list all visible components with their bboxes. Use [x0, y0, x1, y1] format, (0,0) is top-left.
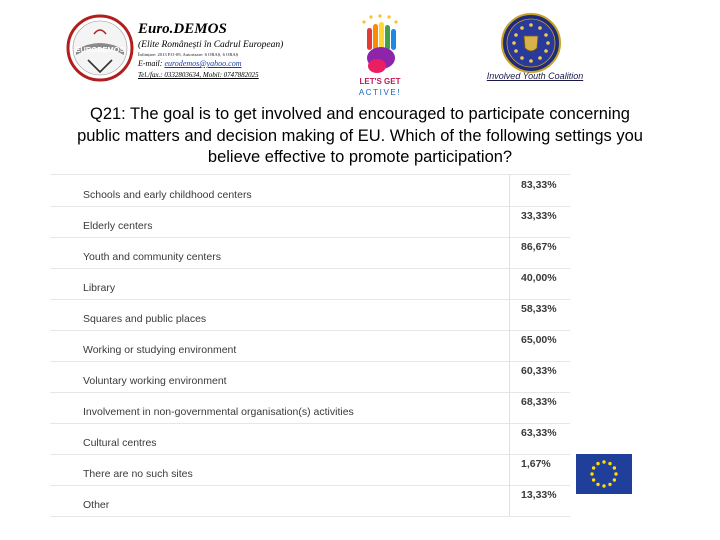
question-line-2: public matters and decision making of EU. Which of the following settings you — [77, 126, 643, 145]
table-row — [50, 454, 570, 486]
involved-youth-coalition-logo — [500, 12, 562, 74]
active-text: ACTIVE! — [358, 88, 402, 97]
star-icon — [362, 14, 397, 23]
row-label: Youth and community centers — [83, 251, 221, 263]
eu-star-icon — [592, 466, 595, 469]
table-row — [50, 268, 570, 300]
email-link[interactable]: eurodemos@yahoo.com — [164, 59, 242, 68]
column-divider — [509, 299, 510, 330]
organization-info — [138, 20, 348, 81]
eu-star-icon — [596, 462, 599, 465]
column-divider — [509, 237, 510, 268]
question-text — [20, 104, 700, 169]
table-row — [50, 330, 570, 362]
table-row — [50, 392, 570, 424]
lets-get-active-logo — [355, 14, 405, 102]
column-divider — [509, 330, 510, 361]
column-divider — [509, 423, 510, 454]
question-line-1: Q21: The goal is to get involved and encouraged to participate concerning — [90, 105, 630, 123]
column-divider — [509, 206, 510, 237]
row-percentage: 1,67% — [521, 458, 551, 470]
row-label: Schools and early childhood centers — [83, 189, 252, 201]
email-label: E-mail: — [138, 59, 163, 68]
row-percentage: 58,33% — [521, 303, 557, 315]
table-row — [50, 423, 570, 455]
hands-icon — [367, 22, 396, 73]
column-divider — [509, 175, 510, 206]
table-row — [50, 485, 570, 517]
column-divider — [509, 485, 510, 516]
eu-star-icon — [596, 483, 599, 486]
table-row — [50, 361, 570, 393]
row-label: Cultural centres — [83, 437, 157, 449]
organization-registration: Înființare: 2013 P.O-09, Autorizare: 6 ORAȘ, 6 ORAȘ — [138, 52, 239, 57]
row-label: Involvement in non-governmental organisation(s) activities — [83, 406, 354, 418]
row-label: There are no such sites — [83, 468, 193, 480]
row-percentage: 40,00% — [521, 272, 557, 284]
organization-phone: Tel./fax.: 0332803634, Mobil: 0747882025 — [138, 71, 259, 79]
eu-star-icon — [608, 462, 611, 465]
organization-name: Euro.DEMOS — [138, 21, 227, 37]
eu-star-icon — [613, 478, 616, 481]
eu-star-icon — [608, 483, 611, 486]
row-percentage: 13,33% — [521, 489, 557, 501]
eurodemos-logo — [66, 14, 134, 82]
row-percentage: 60,33% — [521, 365, 557, 377]
row-label: Working or studying environment — [83, 344, 237, 356]
row-percentage: 63,33% — [521, 427, 557, 439]
eurodemos-logo-text: EURODEMOS — [75, 45, 125, 54]
row-label: Library — [83, 282, 116, 294]
row-percentage: 68,33% — [521, 396, 557, 408]
row-label: Elderly centers — [83, 220, 153, 232]
eu-star-icon — [602, 484, 605, 487]
results-table — [50, 174, 570, 520]
column-divider — [509, 361, 510, 392]
organization-email — [138, 58, 348, 69]
row-label: Squares and public places — [83, 313, 207, 325]
eu-star-icon — [602, 460, 605, 463]
row-label: Voluntary working environment — [83, 375, 227, 387]
organization-tagline: (Elite Românești în Cadrul European) — [138, 40, 284, 50]
eu-star-icon — [590, 472, 593, 475]
row-percentage: 33,33% — [521, 210, 557, 222]
eu-star-icon — [592, 478, 595, 481]
column-divider — [509, 268, 510, 299]
eu-star-icon — [614, 472, 617, 475]
table-row — [50, 175, 570, 207]
column-divider — [509, 454, 510, 485]
involved-youth-coalition-label: Involved Youth Coalition — [486, 71, 584, 81]
table-row — [50, 237, 570, 269]
row-percentage: 86,67% — [521, 241, 557, 253]
lets-get-text: LET'S GET — [359, 77, 401, 86]
table-row — [50, 206, 570, 238]
question-line-3: believe effective to promote participation? — [207, 148, 513, 166]
row-percentage: 65,00% — [521, 334, 557, 346]
row-label: Other — [83, 499, 110, 511]
column-divider — [509, 392, 510, 423]
eu-star-icon — [613, 466, 616, 469]
table-row — [50, 299, 570, 331]
eu-flag-icon — [576, 454, 632, 494]
row-percentage: 83,33% — [521, 179, 557, 191]
shield-icon — [524, 36, 538, 51]
